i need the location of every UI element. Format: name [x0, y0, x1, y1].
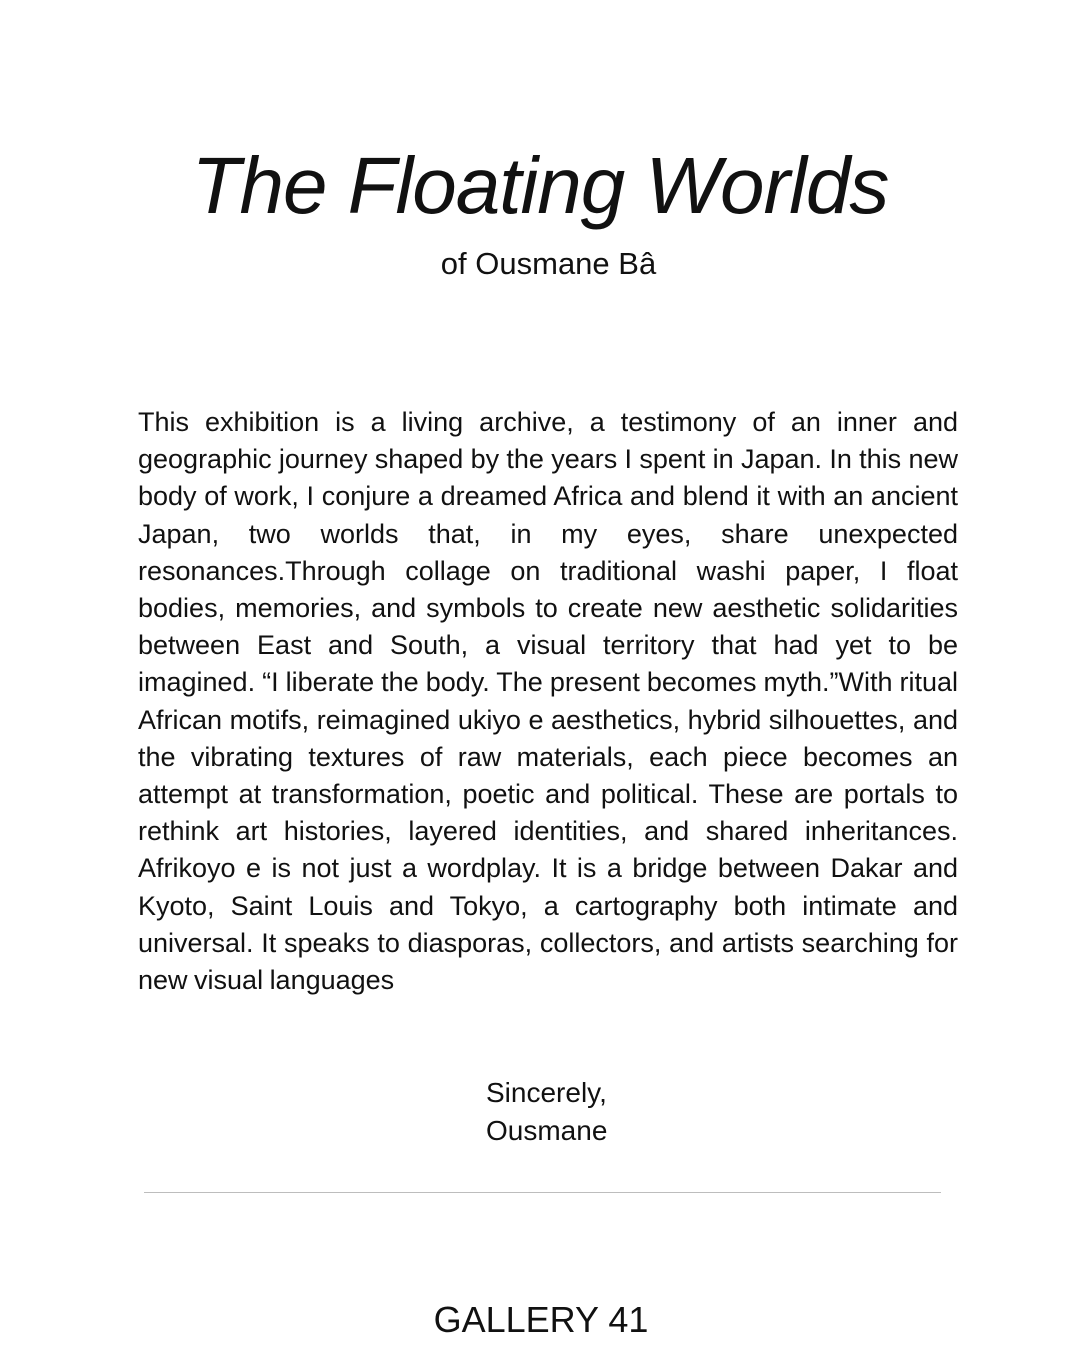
quote-open-icon	[134, 364, 174, 404]
signature-block	[486, 1074, 607, 1150]
gallery-name: GALLERY 41	[433, 1299, 649, 1340]
divider	[144, 1192, 941, 1193]
signature-closing: Sincerely,	[486, 1077, 607, 1108]
page-title: The Floating Worlds	[191, 141, 889, 230]
quote-close-icon	[134, 1046, 174, 1086]
signature-name: Ousmane	[486, 1115, 608, 1146]
artist-statement: This exhibition is a living archive, a testimony of an inner and geographic journey shaped by the years I spent in Japan. In this new body of work, I conjure a dreamed Africa and blend it with an ancient Japan, two worlds that, in my eyes, share unexpected resonances.Through collage on traditional washi paper, I float bodies, memories, and symbols to create new aesthetic solidarities between East and South, a visual territory that had yet to be imagined. “I liberate the body. The present becomes myth.”With ritual African motifs, reimagined ukiyo e aesthetics, hybrid silhouettes, and the vibrating textures of raw materials, each piece becomes an attempt at transformation, poetic and political. These are portals to rethink art histories, layered identities, and shared inheritances. Afrikoyo e is not just a wordplay. It is a bridge between Dakar and Kyoto, Saint Louis and Tokyo, a cartography both intimate and universal. It speaks to diasporas, collectors, and artists searching for new visual languages	[138, 407, 958, 996]
page-subtitle: of Ousmane Bâ	[440, 246, 657, 281]
